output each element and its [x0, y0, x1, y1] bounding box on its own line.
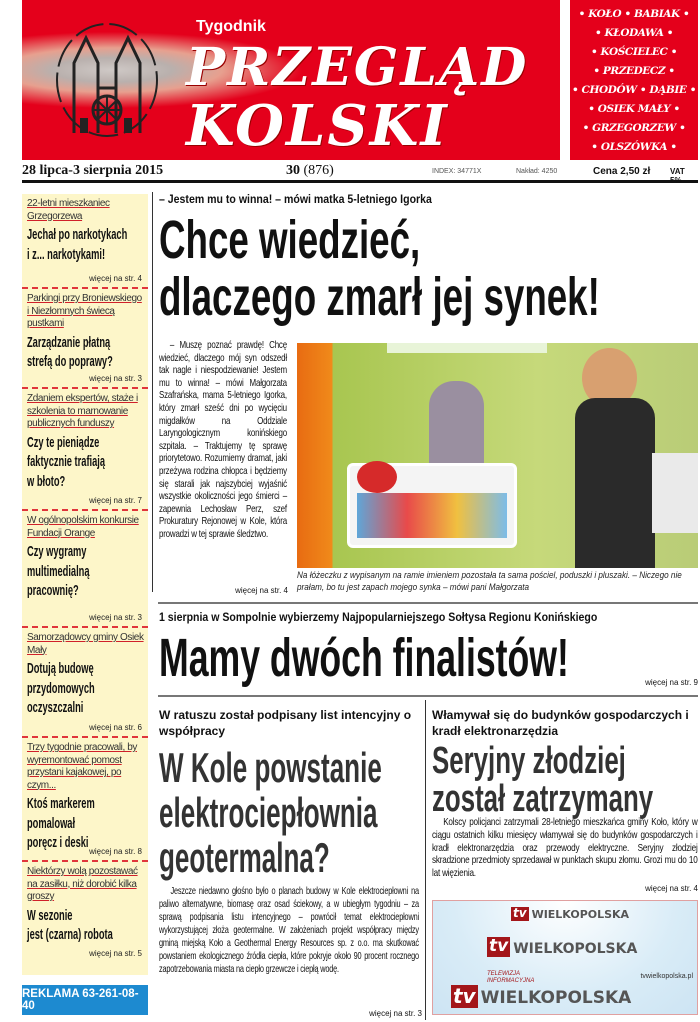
teaser-kicker: Niektórzy wolą pozostawać na zasiłku, niż dorobić kilka groszy: [27, 866, 138, 902]
right-article-headline[interactable]: Seryjny złodziej został zatrzymany: [432, 740, 654, 820]
tv-badge: tv: [489, 936, 509, 956]
tv-subtitle-line2: INFORMACYJNA: [487, 978, 535, 984]
vat: VAT 5%: [670, 167, 685, 185]
masthead: [22, 0, 560, 160]
tv-name: WIELKOPOLSKA: [480, 988, 632, 1009]
column-divider: [425, 700, 426, 1020]
tv-subtitle: [487, 971, 534, 985]
teaser-item[interactable]: [22, 628, 148, 738]
lead-body: – Muszę poznać prawdę! Chcę wiedzieć, dlaczego mój syn odszedł tak nagle i niespodziewanie! Jestem mu to winna! – mówi Małgorzata Szafrańska, mama 5-letniego Igorka, który zmarł sześć dni po wycięciu migdałków na Oddziale Laryngologicznym konińskiego szpitala. – Traktujemy tę sprawę priorytetowo. Rozumiemy dramat, jaki przeżywa rodzina chłopca i będziemy się starali jak najszybciej wyjaśnić wszystkie okoliczności jego śmierci – zapewnia Lechosław Perz, szef Prokuratury Rejonowej w Kole, która prowadzi w tej sprawie śledztwo.: [159, 340, 287, 540]
tv-name: WIELKOPOLSKA: [531, 908, 630, 922]
lead-more[interactable]: więcej na str. 4: [235, 586, 288, 595]
tv-name: WIELKOPOLSKA: [513, 940, 638, 957]
tv-badge: tv: [513, 906, 527, 920]
index-number: INDEX: 34771X: [432, 168, 482, 175]
teaser-item[interactable]: [22, 194, 148, 289]
lead-headline[interactable]: Chce wiedzieć, dlaczego zmarł jej synek!: [159, 210, 600, 327]
tv-wielkopolska-advert[interactable]: [432, 900, 698, 1015]
teaser-item[interactable]: [22, 738, 148, 862]
teaser-headline: Dotują budowę przydomowych oczyszczalni: [27, 660, 95, 716]
left-article-headline[interactable]: W Kole powstanie elektrociepłownia geotermalna?: [159, 744, 382, 881]
teaser-kicker: W ogólnopolskim konkursie Fundacji Orange: [27, 515, 139, 539]
ceiling-light: [387, 343, 547, 353]
teaser-headline: Czy te pieniądze faktycznie trafiają w błoto?: [27, 433, 106, 490]
teaser-kicker: Parkingi przy Broniewskiego i Niezłomnych świecą pustkami: [27, 293, 142, 329]
teaser-kicker: Samorządowcy gminy Osiek Mały: [27, 632, 144, 656]
teaser-headline: Zarządzanie płatną strefą do poprawy?: [27, 333, 113, 370]
tv-logo-large: [451, 985, 631, 1008]
issue-total: (876): [303, 163, 334, 178]
town-item: • CHODÓW • DĄBIE •: [571, 83, 697, 96]
right-article-more[interactable]: więcej na str. 4: [645, 884, 698, 893]
teaser-headline: W sezonie jest (czarna) robota: [27, 906, 113, 943]
teaser-more: więcej na str. 3: [89, 613, 142, 622]
teaser-more: więcej na str. 6: [89, 723, 142, 732]
tv-logo-medium: [487, 937, 637, 957]
town-item: • OSIEK MAŁY •: [588, 102, 680, 115]
divider: [158, 602, 698, 604]
teaser-kicker: Trzy tygodnie pracowali, by wyremontować pomost przystani kajakowej, po czym...: [27, 742, 137, 791]
town-item: • OLSZÓWKA •: [591, 140, 677, 153]
masthead-title-line1: PRZEGLĄD: [186, 37, 529, 98]
town-item: • KOŁO • BABIAK •: [578, 7, 690, 20]
issue-number: [286, 163, 334, 179]
second-more[interactable]: więcej na str. 9: [645, 678, 698, 687]
town-item: • PRZEDECZ •: [593, 64, 675, 77]
price: Cena 2,50 zł: [593, 166, 651, 177]
teaser-item[interactable]: [22, 511, 148, 628]
right-article-kicker: Włamywał się do budynków gospodarczych i kradł elektronarzędzia: [432, 708, 689, 738]
teaser-more: więcej na str. 3: [89, 374, 142, 383]
issue-number-value: 30: [286, 163, 300, 178]
teaser-kicker: 22-letni mieszkaniec Grzegorzewa: [27, 198, 110, 222]
town-item: • GRZEGORZEW •: [582, 121, 686, 134]
issue-date: 28 lipca-3 sierpnia 2015: [22, 163, 164, 178]
masthead-title-line2: KOLSKI: [186, 93, 449, 159]
sidebar-teasers: [22, 194, 148, 975]
column-divider: [152, 192, 153, 592]
teaser-item[interactable]: [22, 289, 148, 389]
right-article-body: Kolscy policjanci zatrzymali 28-letniego mieszkańca gminy Koło, który w ciągu ostatnich kilku miesięcy włamywał się do budynków gospodarczych i kradł elektronarzędzia oraz przewody elektryczne. Seryjny złodziej skradzione przedmioty sprzedawał w punktach skupu złomu. Grozi mu do 10 lat więzienia.: [432, 817, 698, 880]
bedding: [357, 493, 507, 538]
radiator: [652, 453, 698, 533]
left-article-more[interactable]: więcej na str. 3: [369, 1009, 422, 1018]
teaser-item[interactable]: [22, 389, 148, 511]
teaser-headline: Jechał po narkotykach i z... narkotykami!: [27, 226, 128, 263]
teaser-item[interactable]: [22, 862, 148, 962]
town-item: • KOŚCIELEC •: [590, 45, 678, 58]
masthead-supertitle: Tygodnik: [196, 18, 266, 35]
teaser-more: więcej na str. 5: [89, 949, 142, 958]
lead-photo: [297, 343, 698, 568]
left-article-kicker: W ratuszu został podpisany list intencyjny o współpracy: [159, 708, 412, 738]
lead-kicker: – Jestem mu to winna! – mówi matka 5-letniego Igorka: [159, 192, 432, 206]
teaser-headline: Czy wygramy multimedialną pracownię?: [27, 543, 90, 599]
circulation: Nakład: 4250: [516, 168, 558, 175]
church-logo-icon: [52, 18, 162, 143]
towns-list: [570, 0, 698, 160]
left-article-body: Jeszcze niedawno głośno było o planach budowy w Kole elektrociepłowni na paliwo alternatywne, biomasę oraz osad ściekowy, a w ubiegłym tygodniu – za sprawą podpisania listu intencyjnego – powrócił temat elektrociepłowni wykorzystującej złoża geotermalne. W założeniach projekt współpracy między gminą miejską Koło a Geothermal Energy Resources sp. z o.o. ma skutkować powstaniem ekologicznego źródła ciepła, które pokryje około 90 procent rocznego zapotrzebowania miasta na ciepło grzewcze i ciepłą wodę.: [159, 886, 419, 975]
tv-url[interactable]: tvwielkopolska.pl: [640, 973, 693, 980]
tv-badge: tv: [453, 984, 476, 1008]
teaser-more: więcej na str. 7: [89, 496, 142, 505]
second-kicker: 1 sierpnia w Sompolnie wybierzemy Najpopularniejszego Sołtysa Regionu Konińskiego: [159, 610, 598, 624]
photo-caption: Na łóżeczku z wypisanym na ramie imieniem pozostała ta sama pościel, poduszki i pluszaki. – Niczego nie prałam, bo tu jest zapach mojego synka – mówi pani Małgorzata: [297, 570, 682, 593]
teaser-headline: Ktoś markerem pomalował poręcz i deski: [27, 795, 95, 851]
second-headline[interactable]: Mamy dwóch finalistów!: [159, 628, 569, 688]
teaser-more: więcej na str. 4: [89, 274, 142, 283]
town-item: • KŁODAWA •: [594, 26, 674, 39]
dateline: [22, 163, 698, 183]
teaser-kicker: Zdaniem ekspertów, staże i szkolenia to marnowanie publicznych funduszy: [27, 393, 138, 429]
advert-phone-banner[interactable]: REKLAMA 63-261-08-40: [22, 985, 148, 1015]
teaser-more: więcej na str. 8: [89, 847, 142, 856]
divider: [158, 695, 698, 697]
tv-subtitle-line1: TELEWIZJA: [487, 971, 521, 977]
plush-toy: [357, 461, 397, 493]
woman-figure: [575, 398, 655, 568]
tv-logo-small: [511, 907, 629, 921]
